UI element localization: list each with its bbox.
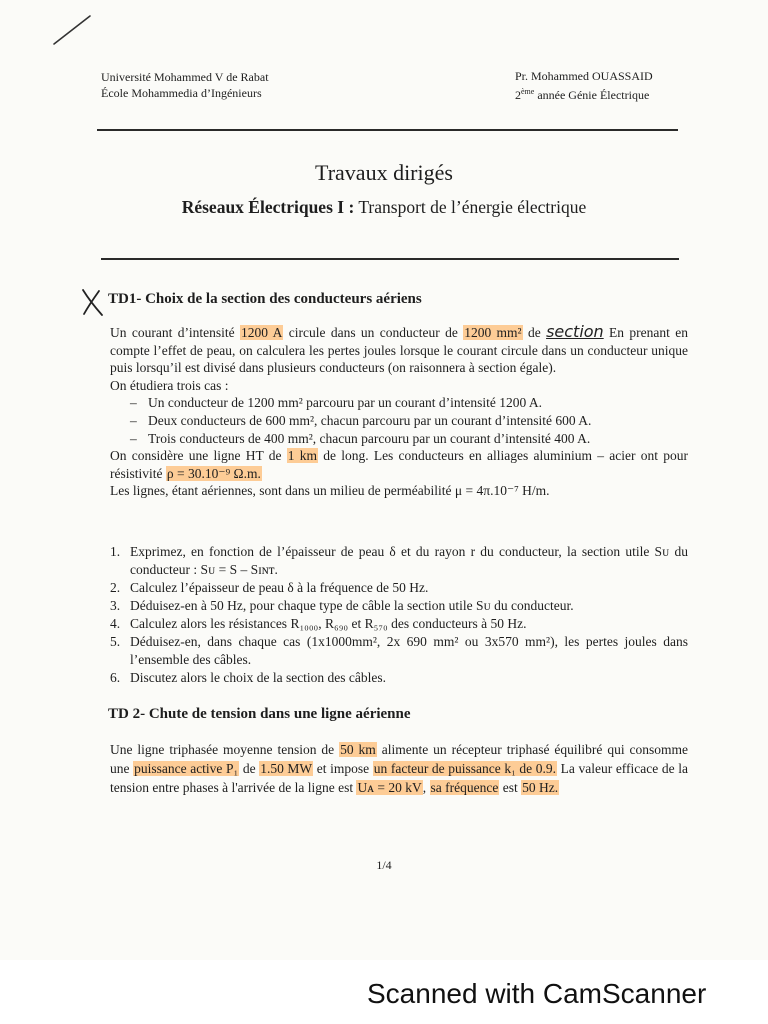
- questions-list: [110, 543, 688, 687]
- header-rule: [97, 129, 678, 131]
- list-item: – Deux conducteurs de 600 mm², chacun parcouru par un courant d’intensité 600 A.: [130, 412, 688, 430]
- list-item: 1. Exprimez, en fonction de l’épaisseur de peau δ et du rayon r du conducteur, la section utile Sᴜ du conducteur : Sᴜ = S – Sɪɴᴛ.: [110, 544, 688, 577]
- page-subtitle: Réseaux Électriques I : Transport de l’énergie électrique: [181, 197, 587, 217]
- title-rule: [101, 258, 679, 260]
- td1-questions: [110, 543, 688, 687]
- handwritten-annotation: section: [546, 322, 604, 341]
- list-item: 4. Calculez alors les résistances R₁₀₀₀, R₆₉₀ et R₅₇₀ des conducteurs à 50 Hz.: [110, 616, 527, 631]
- list-item: – Un conducteur de 1200 mm² parcouru par un courant d’intensité 1200 A.: [130, 394, 688, 412]
- list-item: 3. Déduisez-en à 50 Hz, pour chaque type de câble la section utile Sᴜ du conducteur.: [110, 598, 574, 613]
- university-name: Université Mohammed V de Rabat: [101, 70, 269, 84]
- td2-title: TD 2- Chute de tension dans une ligne aérienne: [108, 706, 411, 722]
- list-item: 6. Discutez alors le choix de la section des câbles.: [110, 670, 387, 685]
- td1-cases-intro: On étudiera trois cas :: [110, 377, 229, 393]
- page-number: 1/4: [376, 858, 392, 872]
- professor-name: Pr. Mohammed OUASSAID: [515, 69, 653, 83]
- list-item: 5. Déduisez-en, dans chaque cas (1x1000mm², 2x 690 mm² ou 3x570 mm²), les pertes joules dans l’ensemble des câbles.: [110, 634, 688, 667]
- td1-body: [110, 323, 688, 500]
- year-program: 2ème année Génie Électrique: [515, 87, 650, 102]
- list-item: – Trois conducteurs de 400 mm², chacun parcouru par un courant d’intensité 400 A.: [130, 430, 688, 448]
- td2-body: [110, 740, 688, 797]
- td1-paragraph-1: Un courant d’intensité 1200 A circule dans un conducteur de 1200 mm² de section En prenant en compte l’effet de peau, on calculera les pertes joules lorsque le courant circule dans un conducteur unique puis lorsqu’il est divisé dans plusieurs conducteurs (on raisonnera à section égale).: [110, 322, 688, 376]
- header-left: [101, 69, 269, 101]
- td1-title: TD1- Choix de la section des conducteurs aériens: [108, 291, 422, 307]
- header-right: [515, 68, 653, 103]
- td1-cases-list: [110, 394, 688, 447]
- td1-paragraph-2: On considère une ligne HT de 1 km de long. Les conducteurs en alliages aluminium – acier ont pour résistivité ρ = 30.10⁻⁹ Ω.m.: [110, 448, 688, 481]
- list-item: 2. Calculez l’épaisseur de peau δ à la fréquence de 50 Hz.: [110, 580, 429, 595]
- pen-stroke-mark: [52, 14, 92, 46]
- camscanner-watermark: Scanned with CamScanner: [367, 978, 707, 1009]
- td2-paragraph: Une ligne triphasée moyenne tension de 50 km alimente un récepteur triphasé équilibré qui consomme une puissance active P₁ de 1.50 MW et impose un facteur de puissance k₁ de 0.9. La valeur efficace de la tension entre phases à l'arrivée de la ligne est Uᴀ = 20 kV, sa fréquence est 50 Hz.: [110, 742, 688, 795]
- td1-paragraph-3: Les lignes, étant aériennes, sont dans un milieu de perméabilité μ = 4π.10⁻⁷ H/m.: [110, 483, 550, 499]
- page-title: Travaux dirigés: [315, 160, 453, 185]
- school-name: École Mohammedia d’Ingénieurs: [101, 86, 262, 100]
- handwritten-x-mark: [80, 288, 106, 316]
